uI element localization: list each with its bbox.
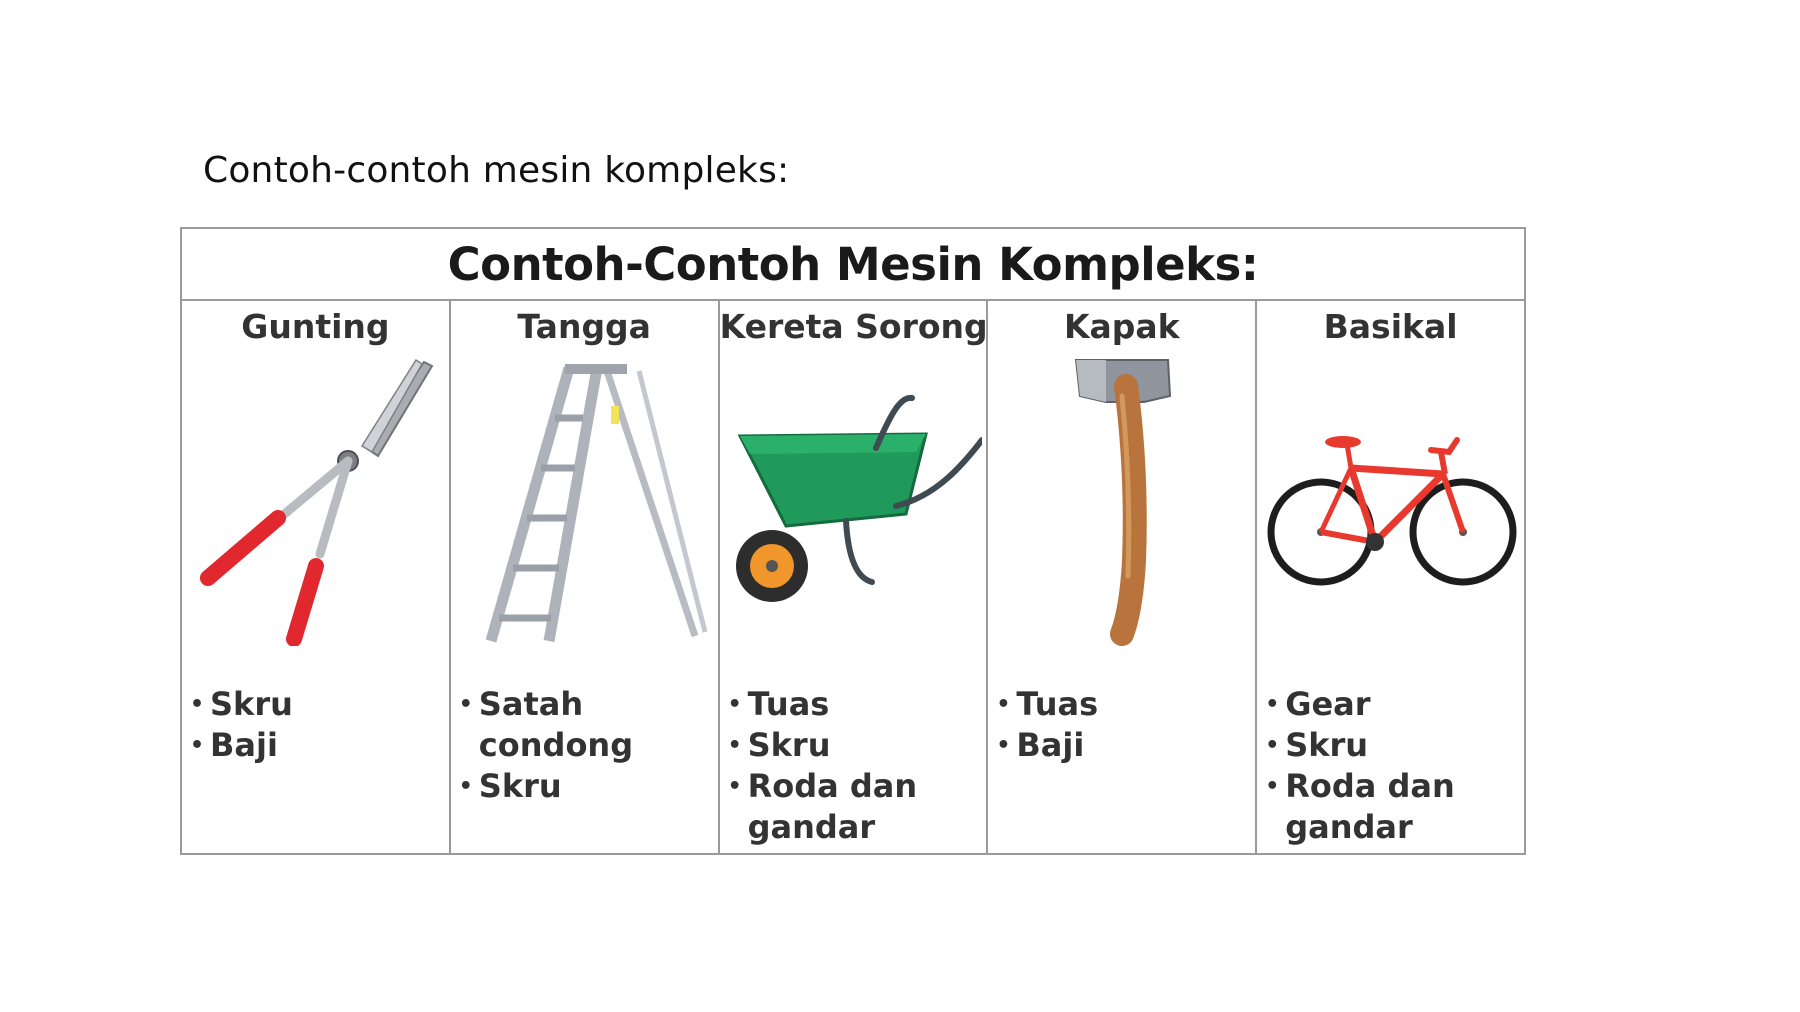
list-item: • Tuas bbox=[728, 684, 983, 725]
column-name: Kereta Sorong bbox=[719, 307, 988, 346]
list-item: • Roda dan gandar bbox=[1265, 766, 1520, 848]
list-item: • Baji bbox=[190, 725, 445, 766]
bicycle-icon bbox=[1263, 356, 1519, 646]
component-list bbox=[996, 684, 1251, 766]
list-item: • Gear bbox=[1265, 684, 1520, 725]
column-kapak bbox=[988, 301, 1257, 853]
list-item: • Baji bbox=[996, 725, 1251, 766]
column-tangga bbox=[451, 301, 720, 853]
list-item: • Tuas bbox=[996, 684, 1251, 725]
list-item: • Skru bbox=[1265, 725, 1520, 766]
component-list bbox=[459, 684, 714, 807]
list-item: • Skru bbox=[190, 684, 445, 725]
table-columns bbox=[182, 301, 1524, 853]
machines-table bbox=[180, 227, 1526, 855]
intro-text: Contoh-contoh mesin kompleks: bbox=[203, 150, 790, 191]
pruning-shears-icon bbox=[188, 356, 444, 646]
ladder-icon bbox=[457, 356, 713, 646]
column-kereta-sorong bbox=[720, 301, 989, 853]
column-name: Kapak bbox=[1063, 307, 1180, 346]
list-item: • Satah condong bbox=[459, 684, 714, 766]
table-title: Contoh-Contoh Mesin Kompleks: bbox=[182, 229, 1524, 301]
component-list bbox=[728, 684, 983, 848]
column-name: Basikal bbox=[1323, 307, 1458, 346]
column-gunting bbox=[182, 301, 451, 853]
axe-icon bbox=[994, 356, 1250, 646]
list-item: • Skru bbox=[728, 725, 983, 766]
column-basikal bbox=[1257, 301, 1524, 853]
column-name: Gunting bbox=[241, 307, 390, 346]
column-name: Tangga bbox=[517, 307, 651, 346]
component-list bbox=[190, 684, 445, 766]
wheelbarrow-icon bbox=[726, 356, 982, 646]
component-list bbox=[1265, 684, 1520, 848]
list-item: • Skru bbox=[459, 766, 714, 807]
list-item: • Roda dan gandar bbox=[728, 766, 983, 848]
